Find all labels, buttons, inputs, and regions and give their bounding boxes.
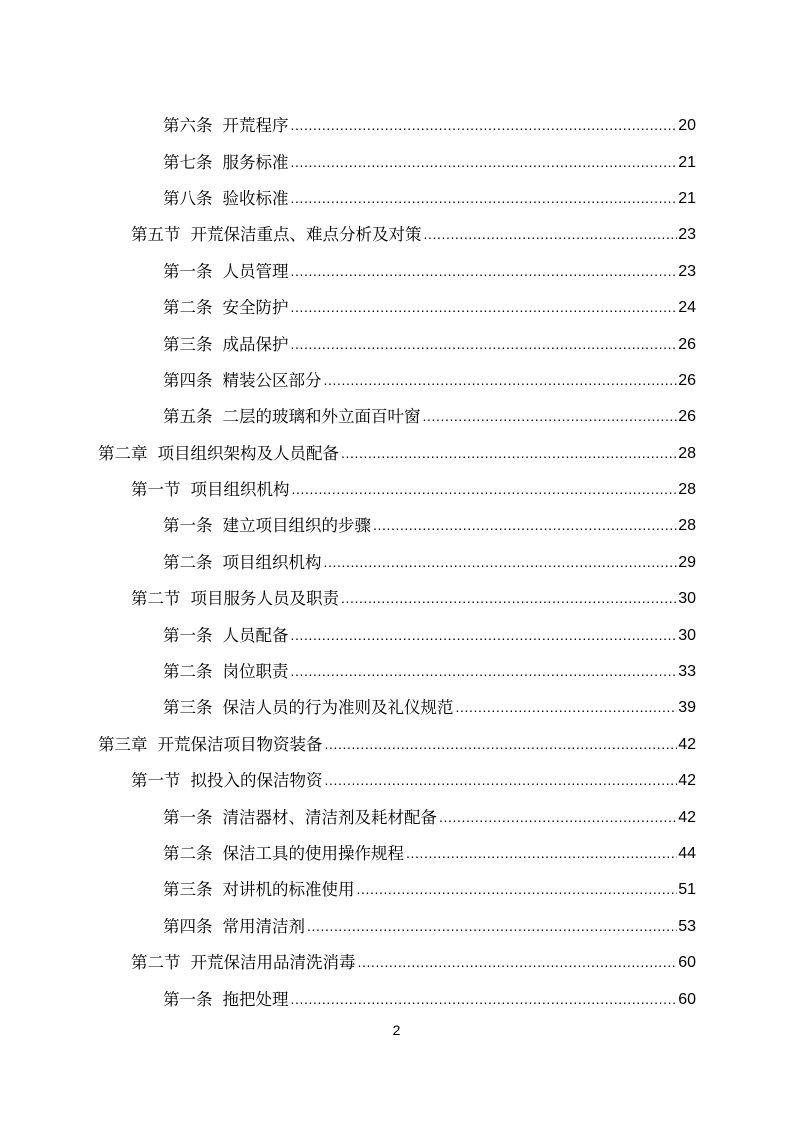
toc-entry-number: 第二条	[163, 298, 213, 318]
toc-dot-leader	[291, 260, 678, 282]
toc-entry-label	[163, 334, 289, 356]
toc-dot-leader	[358, 951, 678, 973]
toc-entry[interactable]	[0, 326, 793, 362]
toc-entry-label	[98, 443, 339, 465]
toc-entry-page: 23	[678, 226, 696, 244]
toc-entry-title: 开荒保洁用品清洗消毒	[190, 953, 356, 973]
toc-entry-number: 第三章	[98, 734, 148, 754]
toc-entry-page: 42	[678, 808, 696, 826]
toc-entry-label	[163, 879, 355, 901]
toc-dot-leader	[324, 551, 678, 573]
toc-dot-leader	[291, 187, 678, 209]
toc-entry[interactable]	[0, 144, 793, 180]
toc-entry-label	[163, 625, 289, 647]
toc-entry-page: 42	[678, 735, 696, 753]
toc-entry-label	[131, 479, 290, 501]
toc-dot-leader	[406, 842, 677, 864]
toc-dot-leader	[292, 478, 678, 500]
toc-entry-number: 第二条	[163, 662, 213, 682]
toc-dot-leader	[373, 514, 677, 536]
toc-entry-page: 42	[678, 772, 696, 790]
toc-entry-title: 验收标准	[222, 188, 289, 208]
toc-entry[interactable]	[0, 981, 793, 1017]
toc-entry-title: 建立项目组织的步骤	[222, 516, 371, 536]
toc-entry-title: 二层的玻璃和外立面百叶窗	[222, 407, 421, 427]
toc-entry-page: 28	[678, 481, 696, 499]
toc-entry-title: 常用清洁剂	[222, 916, 305, 936]
toc-entry-label	[163, 297, 289, 319]
toc-entry-number: 第四条	[163, 916, 213, 936]
toc-entry-number: 第一条	[163, 261, 213, 281]
toc-entry-page: 44	[678, 845, 696, 862]
table-of-contents	[0, 108, 793, 1018]
toc-entry-page: 51	[678, 881, 696, 899]
toc-entry[interactable]	[0, 217, 793, 253]
toc-dot-leader	[456, 696, 678, 718]
toc-entry-number: 第五条	[163, 407, 213, 427]
toc-entry[interactable]	[0, 399, 793, 435]
toc-entry-page: 60	[678, 954, 696, 972]
toc-dot-leader	[439, 806, 677, 828]
toc-entry-page: 20	[678, 117, 696, 135]
toc-entry-label	[163, 406, 421, 428]
toc-entry-page: 26	[678, 335, 696, 353]
toc-dot-leader	[357, 878, 678, 900]
toc-entry-title: 对讲机的标准使用	[222, 880, 355, 900]
toc-entry-label	[163, 152, 289, 174]
toc-entry-title: 项目组织架构及人员配备	[157, 443, 339, 463]
toc-entry-page: 26	[678, 371, 696, 389]
toc-entry[interactable]	[0, 727, 793, 763]
toc-entry-title: 岗位职责	[222, 662, 289, 682]
toc-entry-number: 第六条	[163, 116, 213, 136]
toc-entry-label	[163, 115, 289, 137]
toc-entry[interactable]	[0, 181, 793, 217]
toc-entry[interactable]	[0, 290, 793, 326]
toc-entry-number: 第一条	[163, 625, 213, 645]
toc-entry-label	[131, 952, 356, 974]
toc-entry-page: 24	[678, 299, 696, 317]
toc-entry-label	[98, 734, 323, 756]
toc-entry-label	[131, 770, 323, 792]
toc-entry-title: 项目组织机构	[222, 552, 322, 572]
toc-entry-number: 第二节	[131, 953, 181, 973]
toc-dot-leader	[291, 988, 678, 1010]
toc-entry[interactable]	[0, 909, 793, 945]
toc-entry-label	[163, 370, 322, 392]
toc-dot-leader	[291, 114, 678, 136]
toc-entry-page: 30	[678, 626, 696, 644]
toc-entry[interactable]	[0, 545, 793, 581]
toc-entry-label	[163, 515, 371, 537]
toc-entry-title: 项目服务人员及职责	[190, 589, 339, 609]
toc-entry-title: 保洁工具的使用操作规程	[222, 844, 404, 863]
toc-dot-leader	[325, 733, 678, 755]
toc-entry-label	[131, 588, 339, 610]
toc-dot-leader	[423, 405, 678, 427]
toc-entry[interactable]	[0, 690, 793, 726]
toc-dot-leader	[341, 442, 677, 464]
toc-entry-label	[163, 697, 454, 719]
toc-entry-page: 60	[678, 990, 696, 1008]
toc-entry-label	[163, 916, 305, 938]
toc-entry-page: 53	[678, 917, 696, 935]
toc-entry-number: 第三条	[163, 880, 213, 900]
toc-entry-number: 第三条	[163, 334, 213, 354]
toc-entry-number: 第二章	[98, 443, 148, 463]
toc-entry[interactable]	[0, 581, 793, 617]
toc-entry-page: 30	[678, 590, 696, 608]
toc-entry[interactable]	[0, 617, 793, 653]
toc-dot-leader	[291, 660, 678, 682]
toc-entry-title: 拖把处理	[222, 989, 289, 1009]
toc-entry-number: 第一节	[131, 771, 181, 791]
toc-entry-number: 第五节	[131, 225, 181, 245]
toc-entry[interactable]	[0, 799, 793, 835]
toc-entry-title: 服务标准	[222, 152, 289, 172]
toc-dot-leader	[324, 369, 678, 391]
toc-dot-leader	[341, 587, 677, 609]
toc-entry-label	[163, 261, 289, 283]
toc-entry-label	[163, 552, 322, 574]
toc-entry-title: 开荒保洁重点、难点分析及对策	[190, 225, 422, 245]
toc-entry-number: 第二节	[131, 589, 181, 609]
toc-entry-number: 第七条	[163, 152, 213, 172]
toc-entry[interactable]	[0, 945, 793, 981]
toc-entry-number: 第三条	[163, 698, 213, 718]
toc-entry-number: 第二条	[163, 844, 213, 863]
toc-entry[interactable]	[0, 872, 793, 908]
toc-entry-label	[163, 661, 289, 683]
toc-dot-leader	[424, 223, 678, 245]
toc-entry-label	[163, 188, 289, 210]
toc-entry[interactable]	[0, 472, 793, 508]
toc-entry-page: 39	[678, 699, 696, 717]
toc-dot-leader	[291, 151, 678, 173]
toc-entry-title: 成品保护	[222, 334, 289, 354]
toc-entry[interactable]	[0, 108, 793, 144]
toc-entry-title: 开荒程序	[222, 116, 289, 136]
toc-entry[interactable]	[0, 654, 793, 690]
toc-entry-number: 第一条	[163, 807, 213, 827]
toc-entry-number: 第一条	[163, 516, 213, 536]
toc-entry[interactable]	[0, 508, 793, 544]
toc-entry-title: 项目组织机构	[190, 480, 290, 500]
toc-entry-page: 21	[678, 189, 696, 207]
toc-entry-page: 28	[678, 517, 696, 535]
page-number: 2	[392, 1022, 401, 1038]
toc-entry-label	[163, 989, 289, 1011]
toc-entry-label	[163, 807, 437, 829]
toc-dot-leader	[325, 769, 678, 791]
toc-entry-number: 第一节	[131, 480, 181, 500]
toc-entry[interactable]	[0, 363, 793, 399]
toc-entry-title: 人员配备	[222, 625, 289, 645]
toc-entry-title: 安全防护	[222, 298, 289, 318]
toc-entry-number: 第四条	[163, 370, 213, 390]
toc-dot-leader	[291, 296, 678, 318]
toc-dot-leader	[291, 624, 678, 646]
toc-entry-title: 精装公区部分	[222, 370, 322, 390]
toc-entry-number: 第一条	[163, 989, 213, 1009]
toc-entry[interactable]	[0, 254, 793, 290]
toc-entry-label	[131, 224, 422, 246]
toc-entry[interactable]	[0, 436, 793, 472]
toc-dot-leader	[291, 333, 678, 355]
toc-dot-leader	[307, 915, 677, 937]
toc-entry-page: 29	[678, 553, 696, 571]
toc-entry-page: 23	[678, 262, 696, 280]
toc-entry-title: 开荒保洁项目物资装备	[157, 734, 323, 754]
toc-entry-title: 清洁器材、清洁剂及耗材配备	[222, 807, 437, 827]
toc-entry-page: 26	[678, 408, 696, 426]
toc-entry-title: 拟投入的保洁物资	[190, 771, 323, 791]
toc-entry-page: 21	[678, 153, 696, 171]
toc-entry-number: 第八条	[163, 188, 213, 208]
toc-entry-page: 28	[678, 444, 696, 462]
toc-entry-number: 第二条	[163, 552, 213, 572]
toc-entry-page: 33	[678, 663, 696, 681]
toc-entry-label	[163, 843, 404, 865]
toc-entry[interactable]	[0, 836, 793, 872]
toc-entry[interactable]	[0, 763, 793, 799]
toc-entry-title: 人员管理	[222, 261, 289, 281]
toc-entry-title: 保洁人员的行为准则及礼仪规范	[222, 698, 454, 718]
